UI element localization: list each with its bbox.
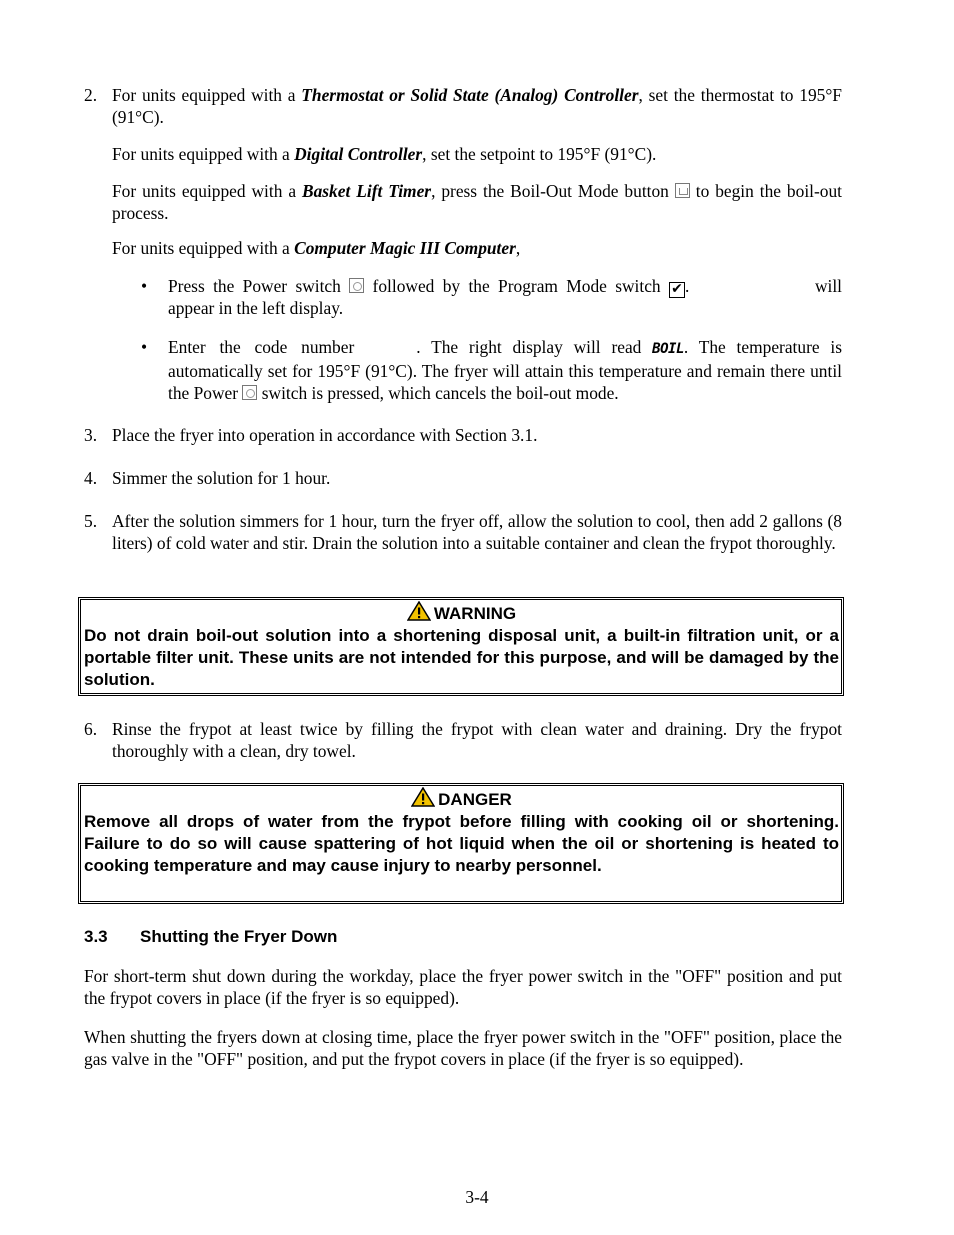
step2-paragraph-computer: For units equipped with a Computer Magic III Computer, (112, 238, 521, 258)
bullet-enter-code: Enter the code number . The right display will read BOIL. The temperature is automatically set for 195°F (91°C). The fryer will attain this temperature and remain there until the Power switch is pressed, which cancels the boil-out mode. (168, 337, 842, 403)
step2-paragraph-digital: For units equipped with a Digital Controller, set the setpoint to 195°F (91°C). (112, 144, 657, 164)
boil-display-readout: BOIL (652, 341, 684, 357)
boil-out-mode-button-icon (675, 183, 690, 198)
section-title: Shutting the Fryer Down (140, 927, 338, 946)
step3-text: Place the fryer into operation in accordance with Section 3.1. (112, 425, 538, 445)
shutdown-paragraph-short-term: For short-term shut down during the workday, place the fryer power switch in the "OFF" position and put the frypot covers in place (if the fryer is so equipped). (84, 966, 842, 1008)
danger-triangle-icon (411, 787, 435, 807)
program-mode-switch-icon: ✔ (669, 282, 685, 298)
step-number: 6. (84, 719, 98, 739)
power-switch-icon (242, 385, 257, 400)
step-number: 2. (84, 85, 98, 105)
bullet-dot: • (141, 276, 148, 296)
step2-paragraph-basket-lift: For units equipped with a Basket Lift Timer, press the Boil-Out Mode button to begin the boil-out process. (112, 181, 842, 223)
bullet-power-program: Press the Power switch followed by the Program Mode switch ✔ . will appear in the left display. (168, 276, 842, 318)
thermostat-controller-term: Thermostat or Solid State (Analog) Controller (301, 85, 639, 105)
warning-triangle-icon (407, 601, 431, 621)
step4-text: Simmer the solution for 1 hour. (112, 468, 331, 488)
step-number: 5. (84, 511, 98, 531)
shutdown-paragraph-closing: When shutting the fryers down at closing time, place the fryer power switch in the "OFF" position, place the gas valve in the "OFF" position, and put the frypot covers in place (if the fryer is so equipped). (84, 1027, 842, 1069)
danger-title: DANGER (438, 790, 512, 809)
step-number: 3. (84, 425, 98, 445)
power-switch-icon (349, 278, 364, 293)
computer-magic-term: Computer Magic III Computer (294, 238, 516, 258)
digital-controller-term: Digital Controller (294, 144, 423, 164)
danger-text: Remove all drops of water from the frypot before filling with cooking oil or shortening. Failure to do so will cause spattering of hot liquid when the oil or shortening is heated to cooking temperature and may cause injury to nearby personnel. (84, 812, 839, 875)
warning-text: Do not drain boil-out solution into a shortening disposal unit, a built-in filtration unit, or a portable filter unit. These units are not intended for this purpose, and will be damaged by the solution. (84, 626, 839, 689)
step5-text: After the solution simmers for 1 hour, turn the fryer off, allow the solution to cool, then add 2 gallons (8 liters) of cold water and stir. Drain the solution into a suitable container and clean the frypot thoroughly. (112, 511, 842, 553)
step2-paragraph-thermostat: For units equipped with a Thermostat or Solid State (Analog) Controller, set the thermostat to 195°F (91°C). (112, 85, 842, 127)
step-number: 4. (84, 468, 98, 488)
page-number: 3-4 (465, 1187, 489, 1207)
step6-text: Rinse the frypot at least twice by filling the frypot with clean water and draining. Dry the frypot thoroughly with a clean, dry towel. (112, 719, 842, 761)
section-number: 3.3 (84, 927, 108, 946)
warning-box (78, 597, 844, 696)
bullet-dot: • (141, 337, 148, 357)
warning-title: WARNING (433, 604, 517, 623)
danger-box (78, 783, 844, 904)
basket-lift-timer-term: Basket Lift Timer (302, 181, 432, 201)
